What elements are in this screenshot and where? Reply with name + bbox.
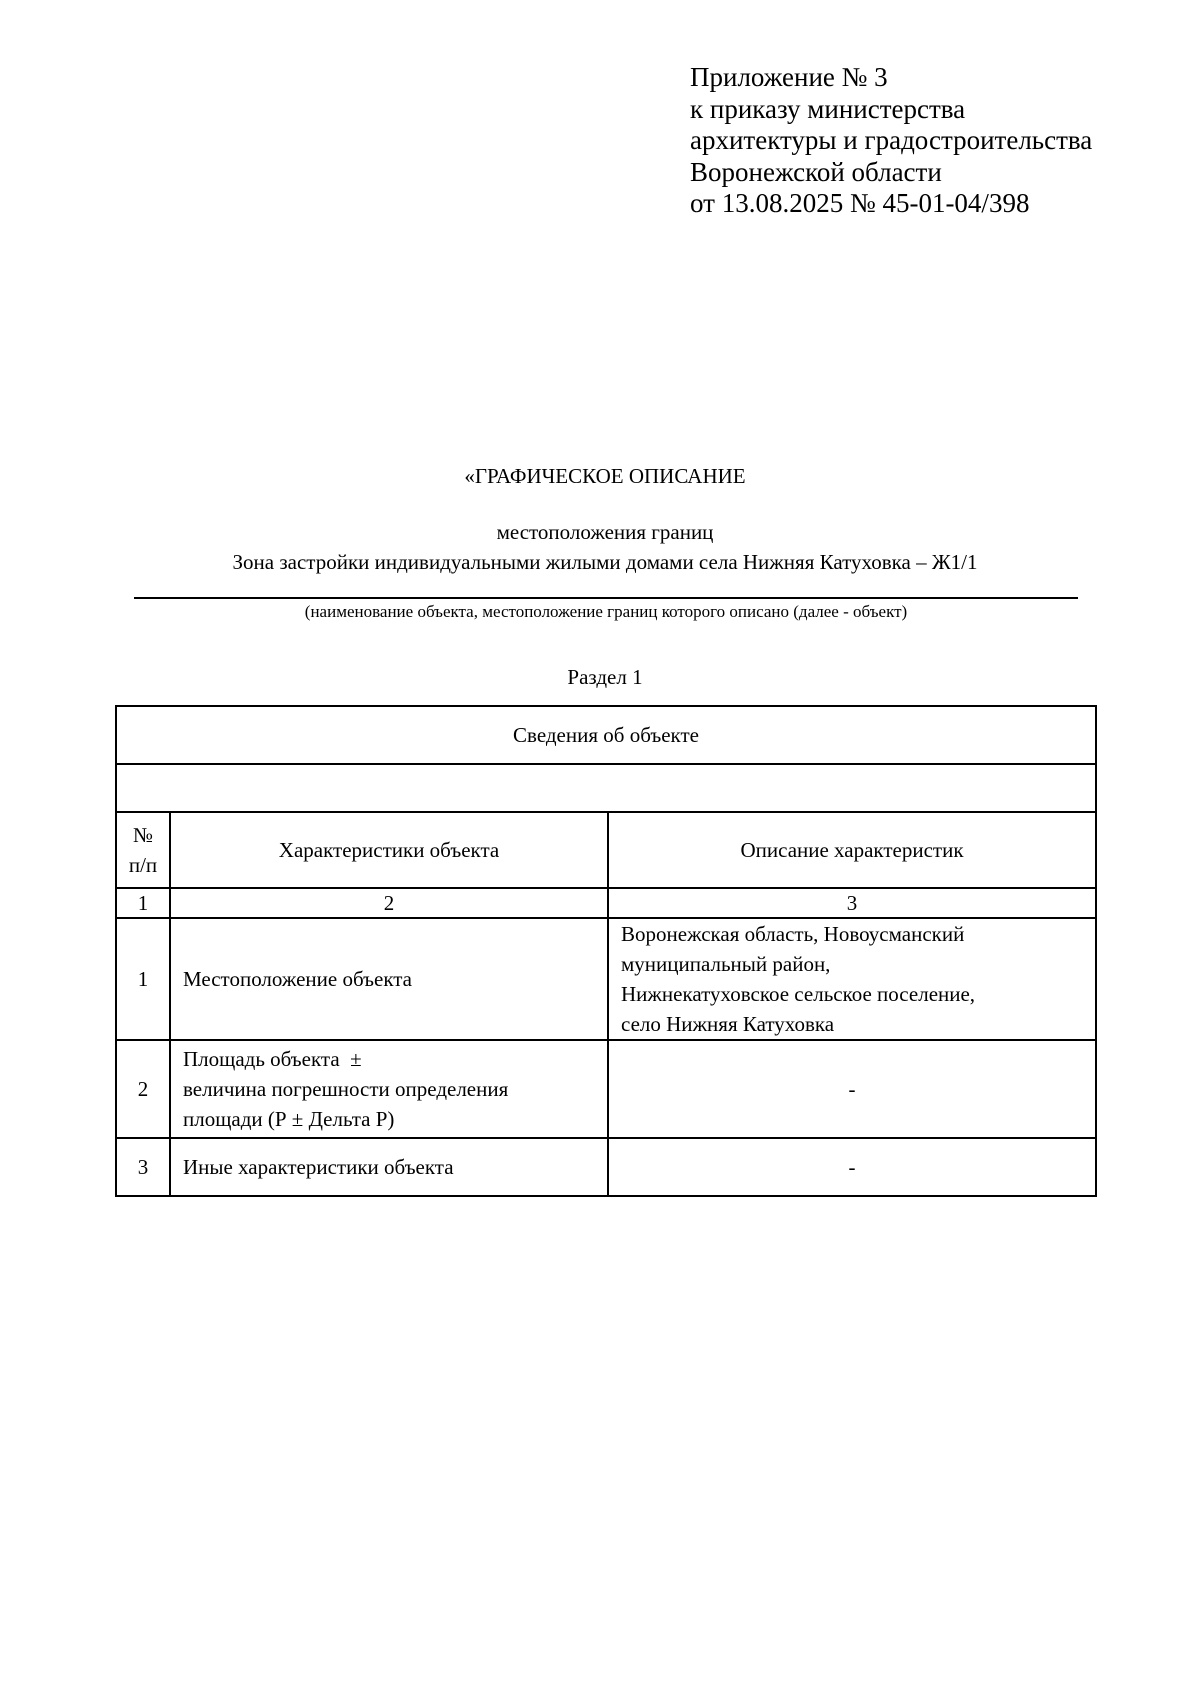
document-title: «ГРАФИЧЕСКОЕ ОПИСАНИЕ (464, 464, 746, 488)
table-title: Сведения об объекте (116, 706, 1096, 764)
column-number: 2 (170, 888, 608, 918)
row-num: 2 (116, 1040, 170, 1138)
cell-line: величина погрешности определения (183, 1077, 509, 1101)
table-header-row (116, 812, 1096, 888)
header-num-line1: № (132, 823, 154, 847)
row-description (608, 1040, 1096, 1138)
object-name: Зона застройки индивидуальными жилыми домами села Нижняя Катуховка – Ж1/1 (232, 550, 978, 574)
appendix-line: от 13.08.2025 № 45-01-04/398 (690, 188, 1030, 218)
appendix-line: к приказу министерства (690, 93, 966, 124)
table-empty-row (116, 764, 1096, 812)
header-characteristic: Характеристики объекта (170, 812, 608, 888)
cell-line: Воронежская область, Новоусманский (621, 922, 965, 946)
row-description (608, 1138, 1096, 1196)
cell-line: Площадь объекта ± (183, 1047, 362, 1071)
section-label: Раздел 1 (567, 665, 643, 689)
row-characteristic (170, 1040, 608, 1138)
row-characteristic (170, 918, 608, 1040)
cell-line: муниципальный район, (621, 952, 831, 976)
column-number: 1 (116, 888, 170, 918)
header-num-line2: п/п (128, 853, 158, 877)
row-characteristic (170, 1138, 608, 1196)
row-num: 3 (116, 1138, 170, 1196)
cell-line: - (848, 1154, 856, 1179)
header-num (116, 812, 170, 888)
cell-line: Иные характеристики объекта (183, 1154, 454, 1179)
table-row (116, 1040, 1096, 1138)
cell-line: село Нижняя Катуховка (621, 1012, 835, 1036)
column-number-row (116, 888, 1096, 918)
row-description (608, 918, 1096, 1040)
appendix-line: Воронежской области (690, 156, 942, 187)
cell-line: площади (Р ± Дельта Р) (183, 1107, 395, 1131)
table-row (116, 918, 1096, 1040)
object-info-table (115, 705, 1097, 1197)
cell-line: Местоположение объекта (183, 967, 413, 991)
document-subtitle: местоположения границ (496, 520, 714, 544)
table-row (116, 1138, 1096, 1196)
appendix-line: Приложение № 3 (690, 62, 888, 92)
table-title-row (116, 706, 1096, 764)
cell-line: Нижнекатуховское сельское поселение, (621, 982, 976, 1006)
object-name-caption: (наименование объекта, местоположение границ которого описано (далее - объект) (304, 602, 908, 621)
row-num: 1 (116, 918, 170, 1040)
appendix-header (690, 62, 1092, 220)
empty-cell (116, 764, 1096, 812)
underline-divider (134, 597, 1078, 599)
cell-line: - (848, 1077, 856, 1101)
appendix-line: архитектуры и градостроительства (690, 125, 1093, 155)
header-description: Описание характеристик (608, 812, 1096, 888)
column-number: 3 (608, 888, 1096, 918)
